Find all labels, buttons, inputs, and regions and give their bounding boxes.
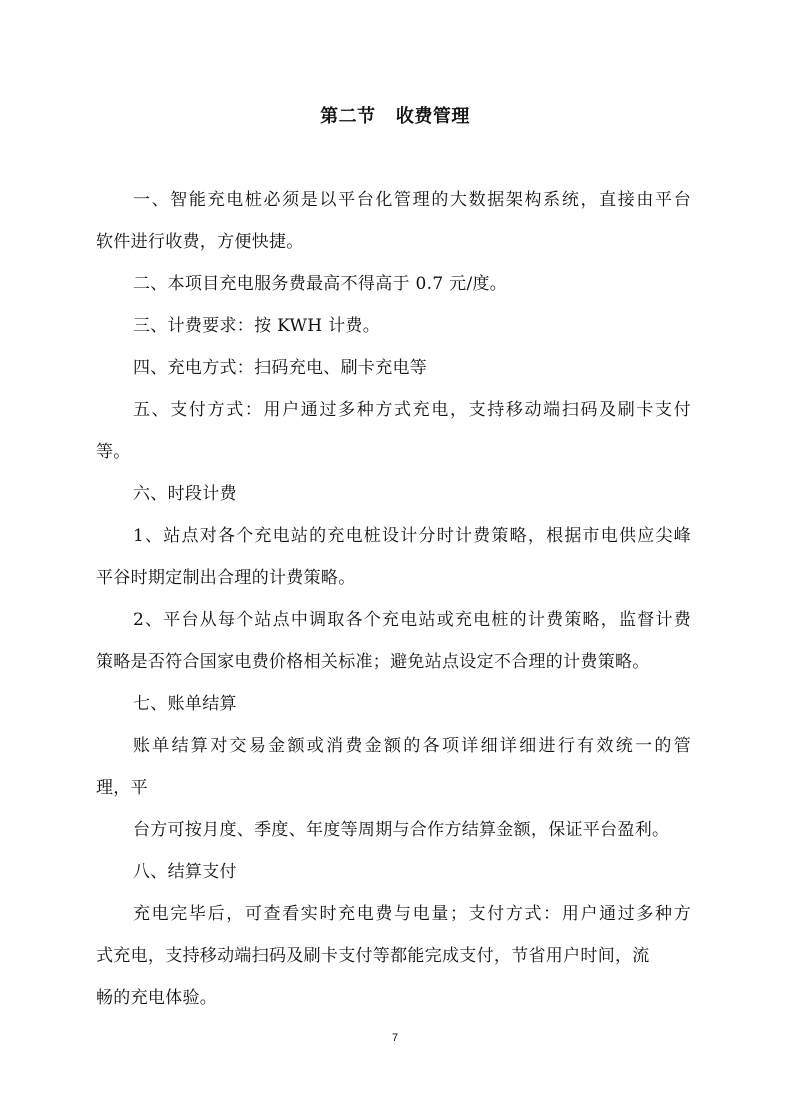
paragraph-line: 五、支付方式：用户通过多种方式充电，支持移动端扫码及刷卡支付: [133, 400, 691, 420]
paragraph-line: 充电完毕后，可查看实时充电费与电量；支付方式：用户通过多种方: [133, 904, 691, 924]
subsection-heading: 七、账单结算: [133, 694, 237, 714]
paragraph-line: 二、本项目充电服务费最高不得高于 0.7 元/度。: [133, 274, 508, 294]
paragraph-line: 式充电，支持移动端扫码及刷卡支付等都能完成支付，节省用户时间，流: [96, 946, 650, 966]
paragraph-line: 三、计费要求：按 KWH 计费。: [133, 316, 380, 336]
paragraph-line: 等。: [96, 442, 131, 462]
paragraph-line: 1、站点对各个充电站的充电桩设计分时计费策略，根据市电供应尖峰: [133, 526, 691, 546]
paragraph-line: 策略是否符合国家电费价格相关标准；避免站点设定不合理的计费策略。: [96, 652, 650, 672]
subsection-heading: 八、结算支付: [133, 862, 237, 882]
paragraph-line: 账单结算对交易金额或消费金额的各项详细详细进行有效统一的管: [133, 736, 691, 756]
subsection-heading: 六、时段计费: [133, 484, 237, 504]
paragraph-line: 一、智能充电桩必须是以平台化管理的大数据架构系统，直接由平台: [133, 190, 691, 210]
paragraph-line: 台方可按月度、季度、年度等周期与合作方结算金额，保证平台盈利。: [133, 820, 670, 840]
paragraph-line: 理，平: [96, 778, 148, 798]
paragraph-line: 四、充电方式：扫码充电、刷卡充电等: [133, 358, 428, 378]
paragraph-line: 软件进行收费，方便快捷。: [96, 232, 304, 252]
paragraph-line: 2、平台从每个站点中调取各个充电站或充电桩的计费策略，监督计费: [133, 610, 691, 630]
paragraph-line: 平谷时期定制出合理的计费策略。: [96, 568, 356, 588]
section-title: 第二节 收费管理: [320, 106, 470, 127]
paragraph-line: 畅的充电体验。: [96, 988, 218, 1008]
page-number: 7: [391, 1032, 399, 1044]
